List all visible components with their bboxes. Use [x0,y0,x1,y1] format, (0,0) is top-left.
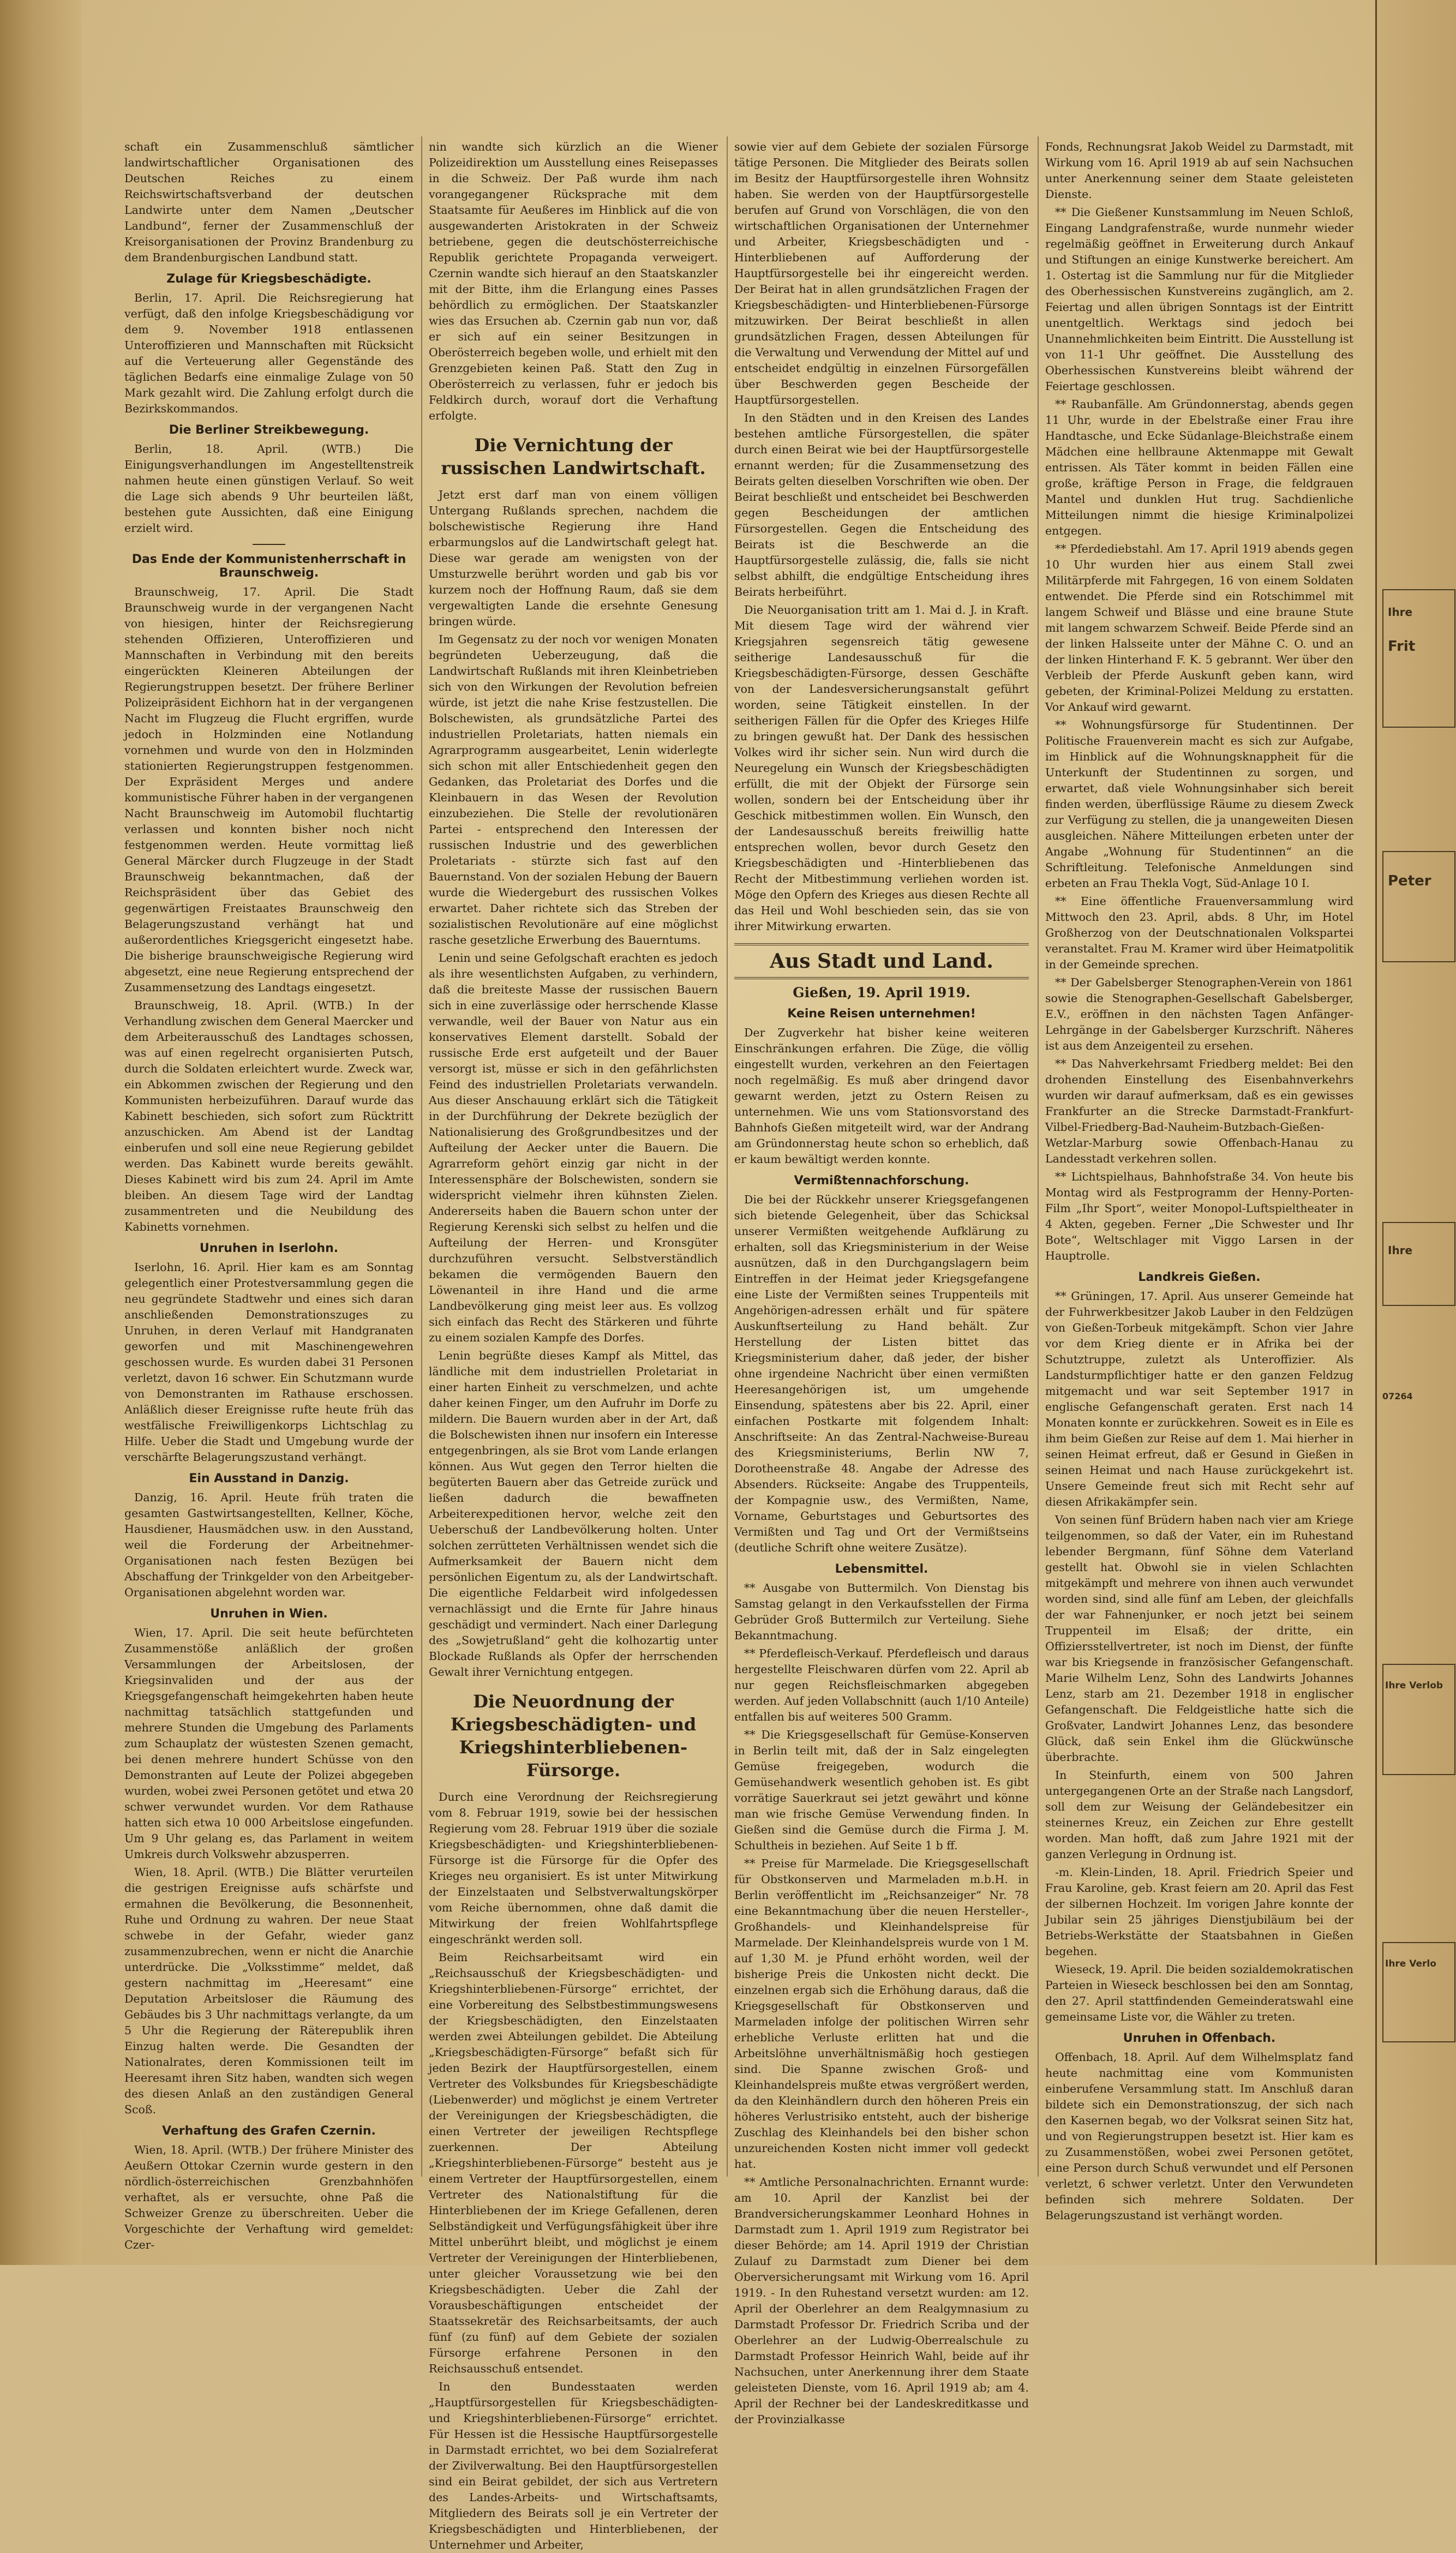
column-rule [1038,136,1039,2177]
article-text: Die Neuorganisation tritt am 1. Mai d. J. in Kraft. Mit diesem Tage wird der während vier Kriegsjahren segensreich tätig gewesene seitherige Landesausschuß für die Kriegsbeschädigten-Fürsorge, dessen Geschäfte von der Landesversicherungsanstalt geführt worden, seine Tätigkeit einstellen. In der seitherigen Fällen für die Opfer des Krieges Hilfe zu bringen gewußt hat. Der Dank des hessischen Volkes wird ihr sicher sein. Nun wird durch die Neuregelung ein Wunsch der Kriegsbeschädigten erfüllt, die mit der Objekt der Fürsorge sein wollen, sondern bei der Entscheidung über ihr Geschick mitbestimmen wollen. Ein Wunsch, den der Landesausschuß bereits freiwillig hatte entsprechen wollen, bevor durch Gesetz den Kriegsbeschädigten und -Hinterbliebenen das Recht der Mitbestimmung verliehen worden ist. Möge den Opfern des Krieges aus diesen Rechte all das Heil und Wohl beschieden sein, das sie von ihrer Mitwirkung erwarten. [734,603,1029,933]
article-text: ** Pferdediebstahl. Am 17. April 1919 abends gegen 10 Uhr wurden hier aus einem Stall zwei Militärpferde mit Fahrgegen, 16 von einem Soldaten entwendet. Die Pferde sind ein Rotschimmel mit langem Schweif und Blässe und eine braune Stute mit langem schwarzem Schweif. Beide Pferde sind an der linken Halsseite unter der Mähne C. O. und an der linken Hinterhand F. K. 5 gebrannt. Wer über den Verbleib der Pferde Auskunft geben kann, wird gebeten, der Kriminal-Polizei Meldung zu erstatten. Vor Ankauf wird gewarnt. [1045,542,1353,714]
article-heading: Zulage für Kriegsbeschädigte. [166,272,372,286]
ad-text: Peter [1388,873,1431,889]
article-heading: Ein Ausstand in Danzig. [189,1472,349,1485]
article-text: ** Pferdefleisch-Verkauf. Pferdefleisch und daraus hergestellte Fleischwaren dürfen vom 22. April ab nur gegen Reichsfleischmarken abgegeben werden. Auf jeden Vollabschnitt (auch 1/10 Anteile) entfallen bis auf weiteres 500 Gramm. [734,1647,1029,1723]
article-text: Im Gegensatz zu der noch vor wenigen Monaten begründeten Ueberzeugung, daß die Landwirtschaft Rußlands mit ihren Kleinbetrieben sich von den Wirkungen der Revolution befreien würde, ist jetzt die nahe Krise festzustellen. Die Bolschewisten, als grundsätzliche Partei des industriellen Proletariats, hatten niemals ein Agrarprogramm ausgearbeitet, Lenin widerlegte sich schon mit aller Entschiedenheit gegen den Gedanken, das Proletariat des Dorfes und die Kleinbauern in das Wesen der Revolution einzubeziehen. Die Stelle der revolutionären Partei - entsprechend den Interessen der russischen Industrie und des gewerblichen Proletariats - stürzte sich fast auf den Bauernstand. Von der sozialen Hebung der Bauern wurde die Wiedergeburt des russischen Volkes erwartet. Daher richtete sich das Streben der sozialistischen Revolutionäre auf eine möglichst rasche gesetzliche Erwerbung des Bauerntums. [429,633,718,946]
article-text: sowie vier auf dem Gebiete der sozialen Fürsorge tätige Personen. Die Mitglieder des Beirats sollen im Besitz der Hauptfürsorgestelle ihren Wohnsitz haben. Sie werden von der Hauptfürsorgestelle berufen auf Grund von Vorschlägen, die von den wirtschaftlichen Organisationen der Unternehmer und Arbeiter, Kriegsbeschädigten und -Hinterbliebenen auf Aufforderung der Hauptfürsorgestelle bei ihr eingereicht werden. Der Beirat hat in allen grundsätzlichen Fragen der Kriegsbeschädigten- und Hinterbliebenen-Fürsorge mitzuwirken. Der Beirat beschließt in allen grundsätzlichen Fragen, dessen Abteilungen für die Verwaltung und Verwendung der Mittel auf und entscheidet endgültig in einzelnen Fürsorgefällen über Beschwerden gegen Bescheide der Hauptfürsorgestellen. [734,140,1029,406]
article-text: Berlin, 17. April. Die Reichsregierung hat verfügt, daß den infolge Kriegsbeschädigung vor dem 9. November 1918 entlassenen Unteroffizieren und Mannschaften mit Rücksicht auf die Verteuerung aller Gegenstände des täglichen Bedarfs eine einmalige Zulage von 50 Mark gezahlt wird. Die Zahlung erfolgt durch die Bezirkskommandos. [124,291,414,415]
article-heading: Lebensmittel. [835,1562,928,1576]
article-text: Wien, 18. April. (WTB.) Der frühere Minister des Aeußern Ottokar Czernin wurde gestern in den nördlich-österreichischen Grenzbahnhöfen verhaftet, als er versuchte, ohne Paß die Schweizer Grenze zu überschreiten. Ueber die Vorgeschichte der Verhaftung wird gemeldet: Czer- [124,2143,414,2251]
article-text: ** Die Gießener Kunstsammlung im Neuen Schloß, Eingang Landgrafenstraße, wurde nunmehr wieder regelmäßig geöffnet in Erweiterung durch Ankauf und Stiftungen an einige Kunstwerke bereichert. Am 1. Ostertag ist die Sammlung nur für die Mitglieder des Oberhessischen Kunstvereins zugänglich, am 2. Feiertag und allen übrigen Sonntags ist der Eintritt unentgeltlich. Werktags sind jedoch bei Unannehmlichkeiten beim Eintritt. Die Ausstellung ist von 11-1 Uhr geöffnet. Die Ausstellung des Oberhessischen Kunstvereins bleibt während der Feiertage geschlossen. [1045,206,1354,393]
column-1 [124,139,414,2251]
adjacent-page-edge [1375,0,1456,2265]
article-heading: Landkreis Gießen. [1138,1270,1261,1284]
article-text: Wieseck, 19. April. Die beiden sozialdemokratischen Parteien in Wieseck beschlossen bei den am Sonntag, den 27. April stattfindenden Gemeinderatswahl eine gemeinsame Liste vor, die Wähler zu treten. [1045,1963,1353,2023]
ad-box [1382,1222,1455,1306]
article-text: ** Der Gabelsberger Stenographen-Verein von 1861 sowie die Stenographen-Gesellschaft Gabelsberger, E.V., eröffnen in den nächsten Tagen Anfänger-Lehrgänge in der Gabelsberger Kurzschrift. Näheres ist aus dem Anzeigenteil zu ersehen. [1045,976,1353,1052]
ad-box [1382,851,1455,962]
article-text: Jetzt erst darf man von einem völligen Untergang Rußlands sprechen, nachdem die bolschewistische Regierung ihre Hand erbarmungslos auf die Landwirtschaft gelegt hat. Diese war gerade am wenigsten von der Umsturzwelle berührt worden und gab bis vor kurzem noch der Hoffnung Raum, daß sie dem vergewaltigten Lande die ersehnte Genesung bringen würde. [429,488,718,628]
article-text: Lenin begrüßte dieses Kampf als Mittel, das ländliche mit dem industriellen Proletariat in einer harten Einheit zu verschmelzen, und achte daher keinen Finger, um den Aufruhr im Dorfe zu mildern. Die Bauern wurden aber in der Art, daß die Bolschewisten ihnen nur insofern ein Interesse entgegenbringen, als sie Brot vom Lande erlangen können. Aus Wut gegen den Terror hielten die begüterten Bauern aber das Getreide zurück und ließen dadurch die bewaffneten Arbeiterexpeditionen hervor, welche zeit den Ueberschuß der Landbevölkerung holten. Unter solchen zerrütteten Verhältnissen wendet sich die Aufmerksamkeit der Bauern nicht dem persönlichen Eigentum zu, als der Landwirtschaft. Die eigentliche Feldarbeit wird infolgedessen vernachlässigt und die Ernte für Jahre hinaus geschädigt und vermindert. Nach einer Darlegung des „Sowjetrußland“ geht die kolhozartig unter Blockade Rußlands als Opfer der herrschenden Gewalt ihrer Vernichtung entgegen. [429,1349,718,1679]
article-text: Fonds, Rechnungsrat Jakob Weidel zu Darmstadt, mit Wirkung vom 16. April 1919 ab auf sein Nachsuchen unter Anerkennung seiner dem Staate geleisteten Dienste. [1045,140,1353,201]
article-text: Beim Reichsarbeitsamt wird ein „Reichsausschuß der Kriegsbeschädigten- und Kriegshinterbliebenen-Fürsorge“ errichtet, der eine Vorbereitung des Selbstbestimmungswesens der Kriegsbeschädigten, den Einzelstaaten werden zwei Abteilungen gebildet. Die Abteilung „Kriegsbeschädigten-Fürsorge“ befaßt sich für jeden Bezirk der Hauptfürsorgestellen, einem Vertreter des Volksbundes für Kriegsbeschädigte (Liebenwerder) und möglichst je einem Vertreter der Vereinigungen der Kriegsbeschädigten, die einen Vertreter der jeweiligen Rechtspflege zuerkennen. Der Abteilung „Kriegshinterbliebenen-Fürsorge“ besteht aus je einem Vertreter der Hauptfürsorgestellen, einem Vertreter des Nationalstiftung für die Hinterbliebenen der im Kriege Gefallenen, deren Selbständigkeit und Verfügungsfähigkeit über ihre Mittel unberührt bleibt, und möglichst je einem Vertreter der Vereinigungen der Hinterbliebenen, unter gleicher Voraussetzung wie bei den Kriegsbeschädigten. Ueber die Zahl der Vorausbeschäftigungen entscheidet der Staatssekretär des Reichsarbeitsamts, der auch fünf (zu fünf) auf dem Gebiete der sozialen Fürsorge erfahrene Personen in den Reichsausschuß entsendet. [429,1951,718,2375]
ad-text: 07264 [1382,1391,1413,1401]
article-text: In den Städten und in den Kreisen des Landes bestehen amtliche Fürsorgestellen, die später durch einen Beirat wie bei der Hauptfürsorgestelle ernannt werden; für die Zusammensetzung des Beirats gelten dieselben Vorschriften wie oben. Der Beirat beschließt und entscheidet bei Beschwerden gegen Bescheidungen der amtlichen Fürsorgestellen. Gegen die Entscheidung des Beirats ist die Beschwerde an die Hauptfürsorgestelle zulässig, die, falls sie nicht selbst abhilft, die endgültige Entscheidung ihres Beirats herbeiführt. [734,411,1029,598]
separator [253,544,285,545]
article-heading: Das Ende der Kommunistenherrschaft in Braunschweig. [131,553,406,580]
article-text: nin wandte sich kürzlich an die Wiener Polizeidirektion um Ausstellung eines Reisepasses in die Schweiz. Der Paß wurde ihm nach vorangegangener Rücksprache mit dem Staatsamte für Aeußeres im Hinblick auf die von ausgewanderten Aristokraten in der Schweiz betriebene, gegen die deutschösterreichische Republik gerichtete Propaganda verweigert. Czernin wandte sich hierauf an den Staatskanzler mit der Bitte, ihm die Erlangung eines Passes behördlich zu ermöglichen. Der Staatskanzler wies das Ersuchen ab. Czernin gab nun vor, daß er sich auf ein seiner Besitzungen in Oberösterreich begeben wolle, und erhielt mit den Grenzgebieten keinen Paß. Statt den Zug in Oberösterreich zu verlassen, fuhr er jedoch bis Feldkirch durch, worauf dort die Verhaftung erfolgte. [429,140,718,422]
article-text: In Steinfurth, einem von 500 Jahren untergegangenen Orte an der Straße nach Langsdorf, soll dem zur Weisung der Geländebesitzer ein steinernes Kreuz, ein Zeichen zur Ehre gestellt worden. Man hofft, daß zum Jahre 1921 mit der ganzen Verlegung in Ordnung ist. [1045,1769,1353,1861]
article-text: ** Eine öffentliche Frauenversammlung wird Mittwoch den 23. April, abds. 8 Uhr, im Hotel Großherzog von der Deutschnationalen Volkspartei veranstaltet. Frau M. Kramer wird über Heimatpolitik in der Gemeinde sprechen. [1045,895,1353,971]
article-text: Berlin, 18. April. (WTB.) Die Einigungsverhandlungen im Angestelltenstreik nahmen heute einen günstigen Verlauf. So weit die Lage sich abends 9 Uhr beurteilen läßt, bestehen gute Aussichten, daß eine Einigung erzielt wird. [124,442,414,535]
article-text: ** Preise für Marmelade. Die Kriegsgesellschaft für Obstkonserven und Marmeladen m.b.H. in Berlin veröffentlicht im „Reichsanzeiger“ Nr. 78 eine Bekanntmachung über die neuen Hersteller-, Großhandels- und Kleinhandelspreise für Marmelade. Der Kleinhandelspreis wurde von 1 M. auf 1,30 M. je Pfund erhöht worden, weil der bisherige Preis die Unkosten nicht deckt. Die einzelnen ergab sich die Erhöhung daraus, daß die Kriegsgesellschaft für Obstkonserven und Marmeladen infolge der politischen Wirren sehr erhebliche Verluste erlitten hat und die Arbeitslöhne unverhältnismäßig hoch gestiegen sind. Die Spanne zwischen Groß- und Kleinhandelspreis mußte etwas vergrößert werden, da den Kleinhändlern durch den höheren Preis ein höheres Verlustrisiko entsteht, auch der bisherige Zuschlag des Kleinhandels bei den bisher schon unzureichenden Kosten nicht immer voll gedeckt hat. [734,1857,1029,2171]
article-text: Von seinen fünf Brüdern haben nach vier am Kriege teilgenommen, so daß der Vater, ein im Ruhestand lebender Bergmann, fünf Söhne dem Vaterland gestellt hat. Obwohl sie in vielen Schlachten mitgekämpft und mehrere von ihnen auch verwundet worden sind, sind alle fünf am Leben, der gleichfalls der war Fahnenjunker, er noch jetzt bei seinem Truppenteil im Elsaß; der dritte, ein Offiziersstellvertreter, ist noch im Dienst, der fünfte war bis Kriegsende in französischer Gefangenschaft. Marie Wilhelm Lenz, Sohn des Landwirts Johannes Lenz, starb am 21. Dezember 1918 in englischer Gefangenschaft. Die Feldgeistliche hatte sich die Großvater, Landwirt Johannes Lenz, das besondere Glück, daß sein Enkel ihm die Glückwünsche überbrachte. [1045,1513,1353,1764]
article-heading: Unruhen in Wien. [210,1607,328,1621]
article-text: ** Raubanfälle. Am Gründonnerstag, abends gegen 11 Uhr, wurde in der Ebelstraße einer Frau ihre Handtasche, und Ecke Südanlage-Bleichstraße einem Mädchen eine hellbraune Aktenmappe mit Gewalt entrissen. Als Täter kommt in beiden Fällen eine große, kräftige Person in Frage, die feldgrauen Mantel und dunklen Hut trug. Sachdienliche Mitteilungen nimmt die hiesige Kriminalpolizei entgegen. [1045,398,1353,537]
article-heading: Vermißtennachforschung. [794,1174,969,1188]
article-text: Wien, 17. April. Die seit heute befürchteten Zusammenstöße anläßlich der großen Versammlungen der Arbeitslosen, der Kriegsinvaliden und der aus der Kriegsgefangenschaft heimgekehrten haben heute nachmittag tatsächlich stattgefunden und mehrere Stunden die Umgebung des Parlaments zum Schauplatz der wüstesten Szenen gemacht, bei denen mehrere hundert Schüsse von den Demonstranten auf Leute der Polizei abgegeben wurden, wobei zwei Personen getötet und etwa 20 schwer verwundet wurden. Vor dem Rathause hatten sich etwa 10 000 Arbeitslose eingefunden. Um 9 Uhr gelang es, das Parlament in weitem Umkreis durch Volkswehr abzusperren. [124,1626,414,1861]
article-heading: Verhaftung des Grafen Czernin. [162,2124,376,2138]
article-heading: Die Vernichtung der russischen Landwirtschaft. [441,435,706,478]
article-heading: Die Neuordnung der Kriegsbeschädigten- und Kriegshinterbliebenen-Fürsorge. [450,1691,697,1781]
article-text: In den Bundesstaaten werden „Hauptfürsorgestellen für Kriegsbeschädigten- und Kriegshinterbliebenen-Fürsorge“ errichtet. Für Hessen ist die Hessische Hauptfürsorgestelle in Darmstadt errichtet, wo bei dem Sozialreferat der Zivilverwaltung. Bei den Hauptfürsorgestellen sind ein Beirat gebildet, der sich aus Vertretern des Landes-Arbeits- und Wirtschaftsamts, Mitgliedern des Beirats soll je ein Vertreter der Kriegsbeschädigten und Hinterbliebenen, der Unternehmer und Arbeiter, [429,2380,718,2551]
ad-text: Frit [1388,638,1416,655]
column-2 [429,139,718,2551]
article-text: Der Zugverkehr hat bisher keine weiteren Einschränkungen erfahren. Die Züge, die völlig eingestellt wurden, verkehren an den Feiertagen noch regelmäßig. Es muß aber dringend davor gewarnt werden, jetzt zu Ostern Reisen zu unternehmen. Wie uns vom Stationsvorstand des Bahnhofs Gießen mitgeteilt wird, war der Andrang am Gründonnerstag heute schon so erheblich, daß er kaum bewältigt werden konnte. [734,1026,1029,1166]
article-text: ** Das Nahverkehrsamt Friedberg meldet: Bei den drohenden Einstellung des Eisenbahnverkehrs wurden wir darauf aufmerksam, daß es ein gewisses Frankfurter an die Strecke Darmstadt-Frankfurt-Vilbel-Friedberg-Bad-Nauheim-Butzbach-Gießen-Wetzlar-Marburg sowie Offenbach-Hanau zu Landesstadt verkehren sollen. [1045,1057,1353,1165]
article-heading: Unruhen in Offenbach. [1123,2031,1276,2045]
article-text: ** Grüningen, 17. April. Aus unserer Gemeinde hat der Fuhrwerkbesitzer Jakob Lauber in den Feldzügen von Gießen-Torbeuk mitgekämpft. Schon vier Jahre vor dem Krieg diente er in Afrika bei der Schutztruppe, zuletzt als Unteroffizier. Als Landsturmpflichtiger hatte er den ganzen Feldzug mitgemacht und war seit September 1917 in englische Gefangenschaft geraten. Erst nach 14 Monaten konnte er zurückkehren. Soweit es in Eile es ihm beim Gießen zur Reise auf dem 1. Mai hierher in seinen Heimat erfreut, daß er Gesund in Gießen in seinen Heimat und nach Hause zurückgekehrt ist. Unsere Gemeinde freut sich mit Recht sehr auf diesen Afrikakämpfer sein. [1045,1290,1353,1508]
article-heading: Unruhen in Iserlohn. [199,1242,339,1255]
article-text: schaft ein Zusammenschluß sämtlicher landwirtschaftlicher Organisationen des Deutschen Reiches zu einem Reichswirtschaftsverband der deutschen Landwirte unter dem Namen „Deutscher Landbund“, ferner der Zusammenschluß der Kreisorganisationen der Provinz Brandenburg zu dem Brandenburgischen Landbund statt. [124,140,414,264]
ad-text: Ihre Verlob [1385,1680,1443,1691]
article-text: -m. Klein-Linden, 18. April. Friedrich Speier und Frau Karoline, geb. Krast feiern am 20. April das Fest der silbernen Hochzeit. Im vorigen Jahre konnte der Jubilar sein 25 jähriges Dienstjubiläum bei der Betriebs-Werkstätte der Staatsbahnen in Gießen begehen. [1045,1866,1353,1958]
dateline: Gießen, 19. April 1919. [793,985,970,1000]
article-text: ** Ausgabe von Buttermilch. Von Dienstag bis Samstag gelangt in den Verkaufsstellen der Firma Gebrüder Groß Buttermilch zur Verteilung. Siehe Bekanntmachung. [734,1581,1029,1642]
column-3 [734,139,1029,2426]
article-text: Iserlohn, 16. April. Hier kam es am Sonntag gelegentlich einer Protestversammlung gegen die neu gegründete Stadtwehr und eines sich daran anschließenden Demonstrationszuges zu Unruhen, in deren Verlauf mit Handgranaten geworfen und mit Maschinengewehren geschossen wurde. Es wurden dabei 31 Personen verletzt, davon 16 schwer. Ein Schutzmann wurde von Demonstranten im Rathause erschossen. Anläßlich dieser Ereignisse rufte heute früh das westfälische Freiwilligenkorps Lichtschlag zu Hilfe. Ueber die Stadt und Umgebung wurde der verschärfte Belagerungszustand verhängt. [124,1261,414,1464]
article-text: Wien, 18. April. (WTB.) Die Blätter verurteilen die gestrigen Ereignisse aufs schärfste und ermahnen die Bevölkerung, die Besonnenheit, Ruhe und Ordnung zu wahren. Der neue Staat schwebe in der Gefahr, wieder ganz zusammenzubrechen, wenn er nicht die Anarchie unterdrücke. Die „Volksstimme“ meldet, daß gestern nachmittag im „Heeresamt“ eine Deputation Arbeitsloser die Räumung des Gebäudes bis 3 Uhr nachmittags verlangte, da um 5 Uhr die Regierung der Räterepublik ihren Einzug halten werde. Die Gesandten der Nationalrates, deren Kommissionen teilt im Heeresamt ihren Sitz haben, wandten sich wegen des diesen Anlaß an den zuständigen General Scoß. [124,1866,414,2116]
article-text: Braunschweig, 17. April. Die Stadt Braunschweig wurde in der vergangenen Nacht von hiesigen, hinter der Reichsregierung stehenden Offizieren, Unteroffizieren und Mannschaften in Verbindung mit den bereits eingerückten Kleineren Abteilungen der Regierungstruppen besetzt. Der frühere Berliner Polizeipräsident Eichhorn hat in der vergangenen Nacht im Flugzeug die Flucht ergriffen, wurde jedoch in Holzminden eine Notlandung vornehmen und wurde von den in Holzminden stationierten Regierungstruppen festgenommen. Der Expräsident Merges und andere kommunistische Führer haben in der vergangenen Nacht Braunschweig im Automobil fluchtartig verlassen und konnten bisher noch nicht festgenommen werden. Heute vormittag ließ General Märcker durch Flugzeuge in der Stadt Braunschweig bekanntmachen, daß der Reichspräsident über das Gebiet des gegenwärtigen Freistaates Braunschweig den Belagerungszustand verhängt hat und außerordentliches Kriegsgericht eingesetzt habe. Die bisherige braunschweigische Regierung wird abgesetzt, eine neue Regierung entsprechend der Zusammensetzung des Landtags eingesetzt. [124,585,414,994]
article-text: Danzig, 16. April. Heute früh traten die gesamten Gastwirtsangestellten, Kellner, Köche, Hausdiener, Hausmädchen usw. in den Ausstand, weil die Forderung der Arbeitnehmer-Organisationen nach festen Bezügen bei Abschaffung der Trinkgelder von den Arbeitgeber-Organisationen abgelehnt worden war. [124,1491,414,1599]
article-text: Durch eine Verordnung der Reichsregierung vom 8. Februar 1919, sowie bei der hessischen Regierung vom 28. Februar 1919 über die soziale Kriegsbeschädigten- und Kriegshinterbliebenen-Fürsorge ist die Fürsorge für die Opfer des Krieges neu organisiert. Es ist unter Mitwirkung der Einzelstaaten und Selbstverwaltungskörper vom Reiche übernommen, ohne daß damit die Mitwirkung der freien Wohlfahrtspflege eingeschränkt werden soll. [429,1790,718,1946]
section-heading: Aus Stadt und Land. [734,943,1029,979]
article-text: ** Die Kriegsgesellschaft für Gemüse-Konserven in Berlin teilt mit, daß der in Salz eingelegten Gemüse freigegeben, wodurch die Gemüsehandwerk wesentlich gehoben ist. Es gibt vorrätige Sauerkraut sei jetzt gewährt und könne man wie frische Gemüse Verwendung finden. In Gießen sind die Gemüse durch die Firma J. M. Schultheis in beziehen. Auf Seite 1 b ff. [734,1728,1029,1852]
article-text: ** Amtliche Personalnachrichten. Ernannt wurde: am 10. April der Kanzlist bei der Brandversicherungskammer Leonhard Hohnes in Darmstadt zum 1. April 1919 zum Registrator bei dieser Behörde; am 14. April 1919 der Christian Zulauf zu Darmstadt zum Diener bei dem Oberversicherungsamt mit Wirkung vom 16. April 1919. - In den Ruhestand versetzt wurden: am 12. April der Oberlehrer an dem Realgymnasium zu Darmstadt Professor Dr. Friedrich Scriba und der Oberlehrer an der Ludwig-Oberrealschule zu Darmstadt Professor Heinrich Wahl, beide auf ihr Nachsuchen, unter Anerkennung ihrer dem Staate geleisteten Dienste, vom 16. April 1919 ab; am 4. April der Rechner bei der Landeskreditkasse und der Provinzialkasse [734,2176,1029,2426]
column-rule [727,136,728,2177]
ad-box [1382,1942,1455,2042]
article-text: Braunschweig, 18. April. (WTB.) In der Verhandlung zwischen dem General Maercker und dem Arbeiterausschuß des Landtages schossen, was auf einen regelrecht organisierten Putsch, durch die Soldaten erleichtert wurde. Zweck war, ein Abkommen zwischen der Regierung und den Kommunisten herbeizuführen. Darauf wurde das Kabinett beschieden, sich sofort zum Rücktritt anzuschicken. Am Abend ist der Landtag einberufen und soll eine neue Regierung gebildet werden. Das Kabinett wurde bereits gewählt. Dieses Kabinett wird bis zum 24. April im Amte bleiben. An diesem Tage wird der Landtag zusammentreten und die Neubildung des Kabinetts vornehmen. [124,999,414,1233]
column-rule [421,136,422,2177]
column-4 [1045,139,1354,2222]
article-text: Offenbach, 18. April. Auf dem Wilhelmsplatz fand heute nachmittag eine vom Kommunisten einberufene Versammlung statt. Im Anschluß daran bildete sich ein Demonstrationszug, der sich nach den Kasernen begab, wo der Volksrat seinen Sitz hat, und von Regierungstruppen besetzt ist. Hier kam es zu Zusammenstößen, wobei zwei Personen getötet, eine Person durch Schuß verwundet und elf Personen verletzt, 6 schwer verletzt. Unter den Verwundeten befinden sich mehrere Soldaten. Der Belagerungszustand ist verhängt worden. [1045,2051,1353,2222]
article-heading: Keine Reisen unternehmen! [787,1007,976,1021]
article-heading: Die Berliner Streikbewegung. [169,423,369,437]
ad-text: Ihre [1388,1244,1413,1257]
ad-text: Ihre Verlo [1385,1958,1436,1969]
ad-text: Ihre [1388,606,1413,619]
article-text: ** Lichtspielhaus, Bahnhofstraße 34. Von heute bis Montag wird als Festprogramm der Henny-Porten-Film „Ihr Sport“, weiter Monopol-Luftspieltheater in 4 Akten, gegeben. Ferner „Die Schwester und Ihr Bote“, Weltschlager mit Viggo Larsen in der Hauptrolle. [1045,1170,1353,1262]
article-text: Die bei der Rückkehr unserer Kriegsgefangenen sich bietende Gelegenheit, über das Schicksal unserer Vermißten weitgehende Aufklärung zu erhalten, soll das Kriegsministerium in der Weise ausnützen, daß in den Durchgangslagern beim Eintreffen in der Heimat jeder Kriegsgefangene eine Liste der Vermißten seines Truppenteils mit Angehörigen-adressen erhält und für spätere Auskunftserteilung zu Hand behält. Zur Herstellung der Listen bittet das Kriegsministerium daher, daß jeder, der bisher ohne irgendeine Nachricht über einen vermißten Heeresangehörigen ist, um umgehende Einsendung, spätestens aber bis 22. April, einer einfachen Postkarte mit folgendem Inhalt: Anschriftseite: An das Zentral-Nachweise-Bureau des Kriegsministeriums, Berlin NW 7, Dorotheenstraße 48. Angabe der Adresse des Absenders. Rückseite: Angabe des Truppenteils, der Kompagnie usw., des Vermißten, Name, Vorname, Geburtstages und Geburtsortes des Vermißten und Tag und Ort der Vermißtseins (deutliche Schrift ohne weitere Zusätze). [734,1193,1029,1554]
article-text: Lenin und seine Gefolgschaft erachten es jedoch als ihre wesentlichsten Aufgaben, zu verhindern, daß die breiteste Masse der russischen Bauern sich in eine zuverlässige oder herrschende Klasse verwandle, weil der Bauer von Natur aus ein konservatives Element darstellt. Sobald der russische Erde erst aufgeteilt und der Bauer versorgt ist, müsse er sich in den gefährlichsten Feind des industriellen Proletariats verwandeln. Aus dieser Anschauung erklärt sich die Tätigkeit in der Durchführung der Dekrete bezüglich der Nationalisierung des Großgrundbesitzes und der Aufteilung der Aecker unter die Bauern. Die Agrarreform gehört einzig gar nicht in der Interessensphäre der Bolschewisten, sondern sie widerspricht vielmehr ihren kühnsten Zielen. Andererseits haben die Bauern schon unter der Regierung Kerenski sich selbst zu helfen und die Aufteilung der Herren- und Kronsgüter durchzuführen versucht. Selbstverständlich bekamen die vermögenden Bauern den Löwenanteil in ihre Hand und die arme Landbevölkerung ging meist leer aus. Es vollzog sich einfach das Recht des Stärkeren und führte zu einem sozialen Kampfe des Dorfes. [429,951,718,1344]
article-text: ** Wohnungsfürsorge für Studentinnen. Der Politische Frauenverein macht es sich zur Aufgabe, im Hinblick auf die Wohnungsknappheit für die Unterkunft der Studentinnen zu sorgen, und erwartet, daß viele Wohnungsinhaber sich bereit finden werden, überflüssige Räume zu diesem Zweck zur Verfügung zu stellen, die ja unangeweiten Diesen ausgleichen. Nähere Mitteilungen erbeten unter der Angabe „Wohnung für Studentinnen“ an die Schriftleitung. Telefonische Anmeldungen sind erbeten an Frau Thekla Vogt, Süd-Anlage 10 I. [1045,718,1353,890]
page-binding-edge [0,0,82,2265]
